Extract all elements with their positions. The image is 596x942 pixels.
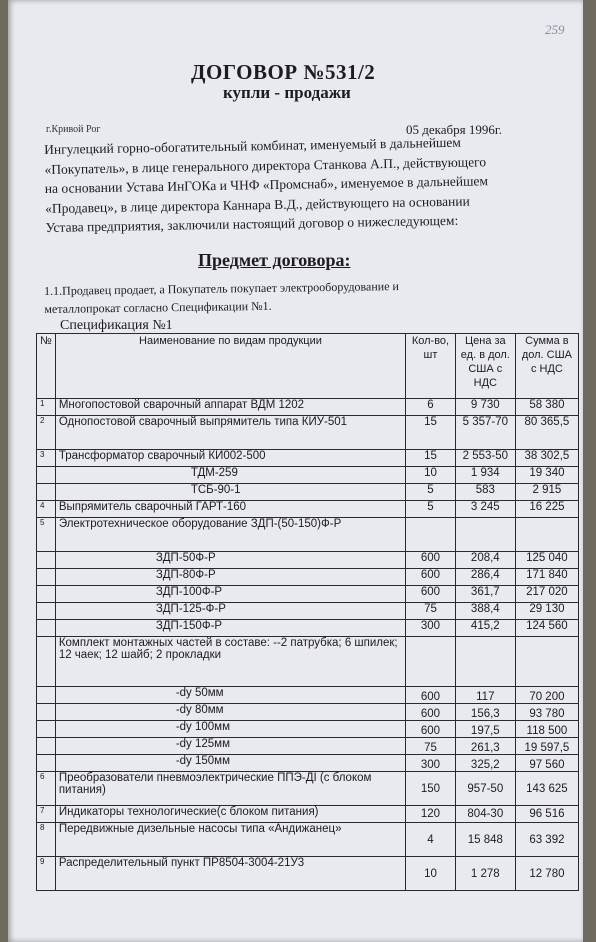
total-sum-cell: 70 200 (515, 687, 578, 704)
total-sum-cell: 63 392 (515, 823, 578, 857)
product-name-cell: Однопостовой сварочный выпрямитель типа КИУ-501 (55, 416, 405, 450)
row-number-cell: 2 (37, 416, 56, 450)
total-sum-cell: 217 020 (515, 586, 578, 603)
unit-price-cell: 208,4 (455, 552, 515, 569)
product-name-cell: ТДМ-259 (55, 467, 405, 484)
quantity-cell: 75 (406, 738, 456, 755)
quantity-cell: 600 (406, 704, 456, 721)
header-sum: Сумма в дол. США с НДС (515, 334, 578, 399)
table-row (37, 586, 579, 603)
total-sum-cell (515, 637, 578, 687)
row-number-cell (37, 484, 56, 501)
preamble-line: Устава предприятия, заключили настоящий договор о нижеследующем: (45, 212, 459, 235)
quantity-cell: 150 (406, 772, 456, 806)
quantity-cell: 120 (406, 806, 456, 823)
product-name-cell: Распределительный пункт ПР8504-3004-21У3 (55, 857, 405, 891)
table-row (37, 806, 579, 823)
preamble-line: «Продавец», в лице директора Каннара В.Д., действующего на основании (45, 193, 470, 216)
unit-price-cell (455, 518, 515, 552)
table-row (37, 687, 579, 704)
row-number-cell: 5 (37, 518, 56, 552)
specification-title: Спецификация №1 (60, 318, 173, 333)
row-number-cell (37, 687, 56, 704)
product-name-cell: Электротехническое оборудование ЗДП-(50-150)Ф-Р (55, 518, 405, 552)
total-sum-cell: 171 840 (515, 569, 578, 586)
row-number-cell: 9 (37, 857, 56, 891)
specification-table (36, 333, 579, 891)
table-row (37, 755, 579, 772)
unit-price-cell: 197,5 (455, 721, 515, 738)
table-row (37, 721, 579, 738)
total-sum-cell: 2 915 (515, 484, 578, 501)
unit-price-cell: 261,3 (455, 738, 515, 755)
total-sum-cell: 12 780 (515, 857, 578, 891)
header-num: № (37, 334, 56, 399)
preamble-line: «Покупатель», в лице генерального директора Станкова А.П., действующего (44, 153, 487, 177)
unit-price-cell: 325,2 (455, 755, 515, 772)
table-row (37, 620, 579, 637)
clause-line: металлопрокат согласно Спецификации №1. (44, 298, 272, 316)
unit-price-cell: 1 278 (455, 857, 515, 891)
contract-date: 05 декабря 1996г. (406, 122, 502, 137)
quantity-cell (406, 518, 456, 552)
product-name-cell: Выпрямитель сварочный ГАРТ-160 (55, 501, 405, 518)
table-row (37, 484, 579, 501)
quantity-cell: 600 (406, 569, 456, 586)
unit-price-cell: 2 553-50 (455, 450, 515, 467)
row-number-cell (37, 637, 56, 687)
product-name-cell: ЗДП-100Ф-Р (55, 586, 405, 603)
document-subtitle: купли - продажи (223, 83, 351, 102)
document-page (8, 0, 583, 942)
table-row (37, 399, 579, 416)
quantity-cell: 5 (406, 501, 456, 518)
product-name-cell: -dy 50мм (55, 687, 405, 704)
quantity-cell: 15 (406, 416, 456, 450)
total-sum-cell (515, 518, 578, 552)
row-number-cell (37, 738, 56, 755)
table-row (37, 416, 579, 450)
quantity-cell: 600 (406, 586, 456, 603)
table-row (37, 467, 579, 484)
unit-price-cell: 957-50 (455, 772, 515, 806)
specification-body (37, 399, 579, 891)
product-name-cell: -dy 150мм (55, 755, 405, 772)
product-name-cell: Индикаторы технологические(с блоком питания) (55, 806, 405, 823)
table-row (37, 772, 579, 806)
row-number-cell (37, 569, 56, 586)
unit-price-cell: 415,2 (455, 620, 515, 637)
row-number-cell: 4 (37, 501, 56, 518)
table-header-row (37, 334, 579, 399)
unit-price-cell: 361,7 (455, 586, 515, 603)
product-name-cell: ЗДП-150Ф-Р (55, 620, 405, 637)
product-name-cell: Трансформатор сварочный КИ002-500 (55, 450, 405, 467)
product-name-cell: ЗДП-80Ф-Р (55, 569, 405, 586)
quantity-cell: 10 (406, 857, 456, 891)
row-number-cell: 1 (37, 399, 56, 416)
total-sum-cell: 118 500 (515, 721, 578, 738)
total-sum-cell: 93 780 (515, 704, 578, 721)
product-name-cell: Передвижные дизельные насосы типа «Андижанец» (55, 823, 405, 857)
row-number-cell: 7 (37, 806, 56, 823)
total-sum-cell: 124 560 (515, 620, 578, 637)
row-number-cell: 8 (37, 823, 56, 857)
page-number: 259 (545, 22, 565, 37)
row-number-cell (37, 721, 56, 738)
product-name-cell: -dy 80мм (55, 704, 405, 721)
table-row (37, 637, 579, 687)
preamble-line: на основании Устава ИнГОКа и ЧНФ «Промснаб», именуемое в дальнейшем (44, 173, 489, 196)
product-name-cell: Многопостовой сварочный аппарат ВДМ 1202 (55, 399, 405, 416)
total-sum-cell: 16 225 (515, 501, 578, 518)
table-row (37, 823, 579, 857)
quantity-cell: 600 (406, 721, 456, 738)
total-sum-cell: 97 560 (515, 755, 578, 772)
preamble-line: Ингулецкий горно-обогатительный комбинат, именуемый в дальнейшем (44, 134, 462, 157)
quantity-cell: 300 (406, 620, 456, 637)
header-qty: Кол-во, шт (406, 334, 456, 399)
quantity-cell (406, 637, 456, 687)
product-name-cell: -dy 125мм (55, 738, 405, 755)
table-row (37, 518, 579, 552)
product-name-cell: ЗДП-125-Ф-Р (55, 603, 405, 620)
quantity-cell: 300 (406, 755, 456, 772)
product-name-cell: -dy 100мм (55, 721, 405, 738)
row-number-cell (37, 552, 56, 569)
table-row (37, 501, 579, 518)
total-sum-cell: 19 340 (515, 467, 578, 484)
table-row (37, 603, 579, 620)
row-number-cell (37, 755, 56, 772)
table-row (37, 552, 579, 569)
preamble-paragraph (44, 131, 561, 237)
row-number-cell (37, 620, 56, 637)
section-title: Предмет договора: (198, 250, 351, 270)
product-name-cell: Преобразователи пневмоэлектрические ППЭ-ДI (с блоком питания) (55, 772, 405, 806)
quantity-cell: 6 (406, 399, 456, 416)
row-number-cell (37, 586, 56, 603)
unit-price-cell: 9 730 (455, 399, 515, 416)
product-name-cell: ТСБ-90-1 (55, 484, 405, 501)
total-sum-cell: 80 365,5 (515, 416, 578, 450)
product-name-cell: ЗДП-50Ф-Р (55, 552, 405, 569)
unit-price-cell: 1 934 (455, 467, 515, 484)
unit-price-cell (455, 637, 515, 687)
quantity-cell: 600 (406, 687, 456, 704)
product-name-cell: Комплект монтажных частей в составе: --2 патрубка; 6 шпилек; 12 чаек; 12 шайб; 2 прокладки (55, 637, 405, 687)
row-number-cell (37, 704, 56, 721)
unit-price-cell: 156,3 (455, 704, 515, 721)
header-name: Наименование по видам продукции (55, 334, 405, 399)
total-sum-cell: 29 130 (515, 603, 578, 620)
unit-price-cell: 804-30 (455, 806, 515, 823)
unit-price-cell: 388,4 (455, 603, 515, 620)
total-sum-cell: 58 380 (515, 399, 578, 416)
quantity-cell: 15 (406, 450, 456, 467)
unit-price-cell: 117 (455, 687, 515, 704)
row-number-cell (37, 603, 56, 620)
total-sum-cell: 38 302,5 (515, 450, 578, 467)
document-title: ДОГОВОР №531/2 (191, 60, 376, 84)
total-sum-cell: 143 625 (515, 772, 578, 806)
table-row (37, 738, 579, 755)
unit-price-cell: 15 848 (455, 823, 515, 857)
unit-price-cell: 286,4 (455, 569, 515, 586)
quantity-cell: 600 (406, 552, 456, 569)
total-sum-cell: 19 597,5 (515, 738, 578, 755)
total-sum-cell: 125 040 (515, 552, 578, 569)
contract-place: г.Кривой Рог (46, 124, 101, 135)
quantity-cell: 4 (406, 823, 456, 857)
quantity-cell: 5 (406, 484, 456, 501)
table-row (37, 704, 579, 721)
table-row (37, 569, 579, 586)
table-row (37, 450, 579, 467)
row-number-cell: 3 (37, 450, 56, 467)
clause-1-1 (44, 275, 556, 318)
row-number-cell: 6 (37, 772, 56, 806)
clause-line: 1.1.Продавец продает, а Покупатель покупает электрооборудование и (44, 279, 400, 298)
header-price: Цена за ед. в дол. США с НДС (455, 334, 515, 399)
table-row (37, 857, 579, 891)
unit-price-cell: 3 245 (455, 501, 515, 518)
total-sum-cell: 96 516 (515, 806, 578, 823)
unit-price-cell: 5 357-70 (455, 416, 515, 450)
quantity-cell: 75 (406, 603, 456, 620)
unit-price-cell: 583 (455, 484, 515, 501)
quantity-cell: 10 (406, 467, 456, 484)
row-number-cell (37, 467, 56, 484)
